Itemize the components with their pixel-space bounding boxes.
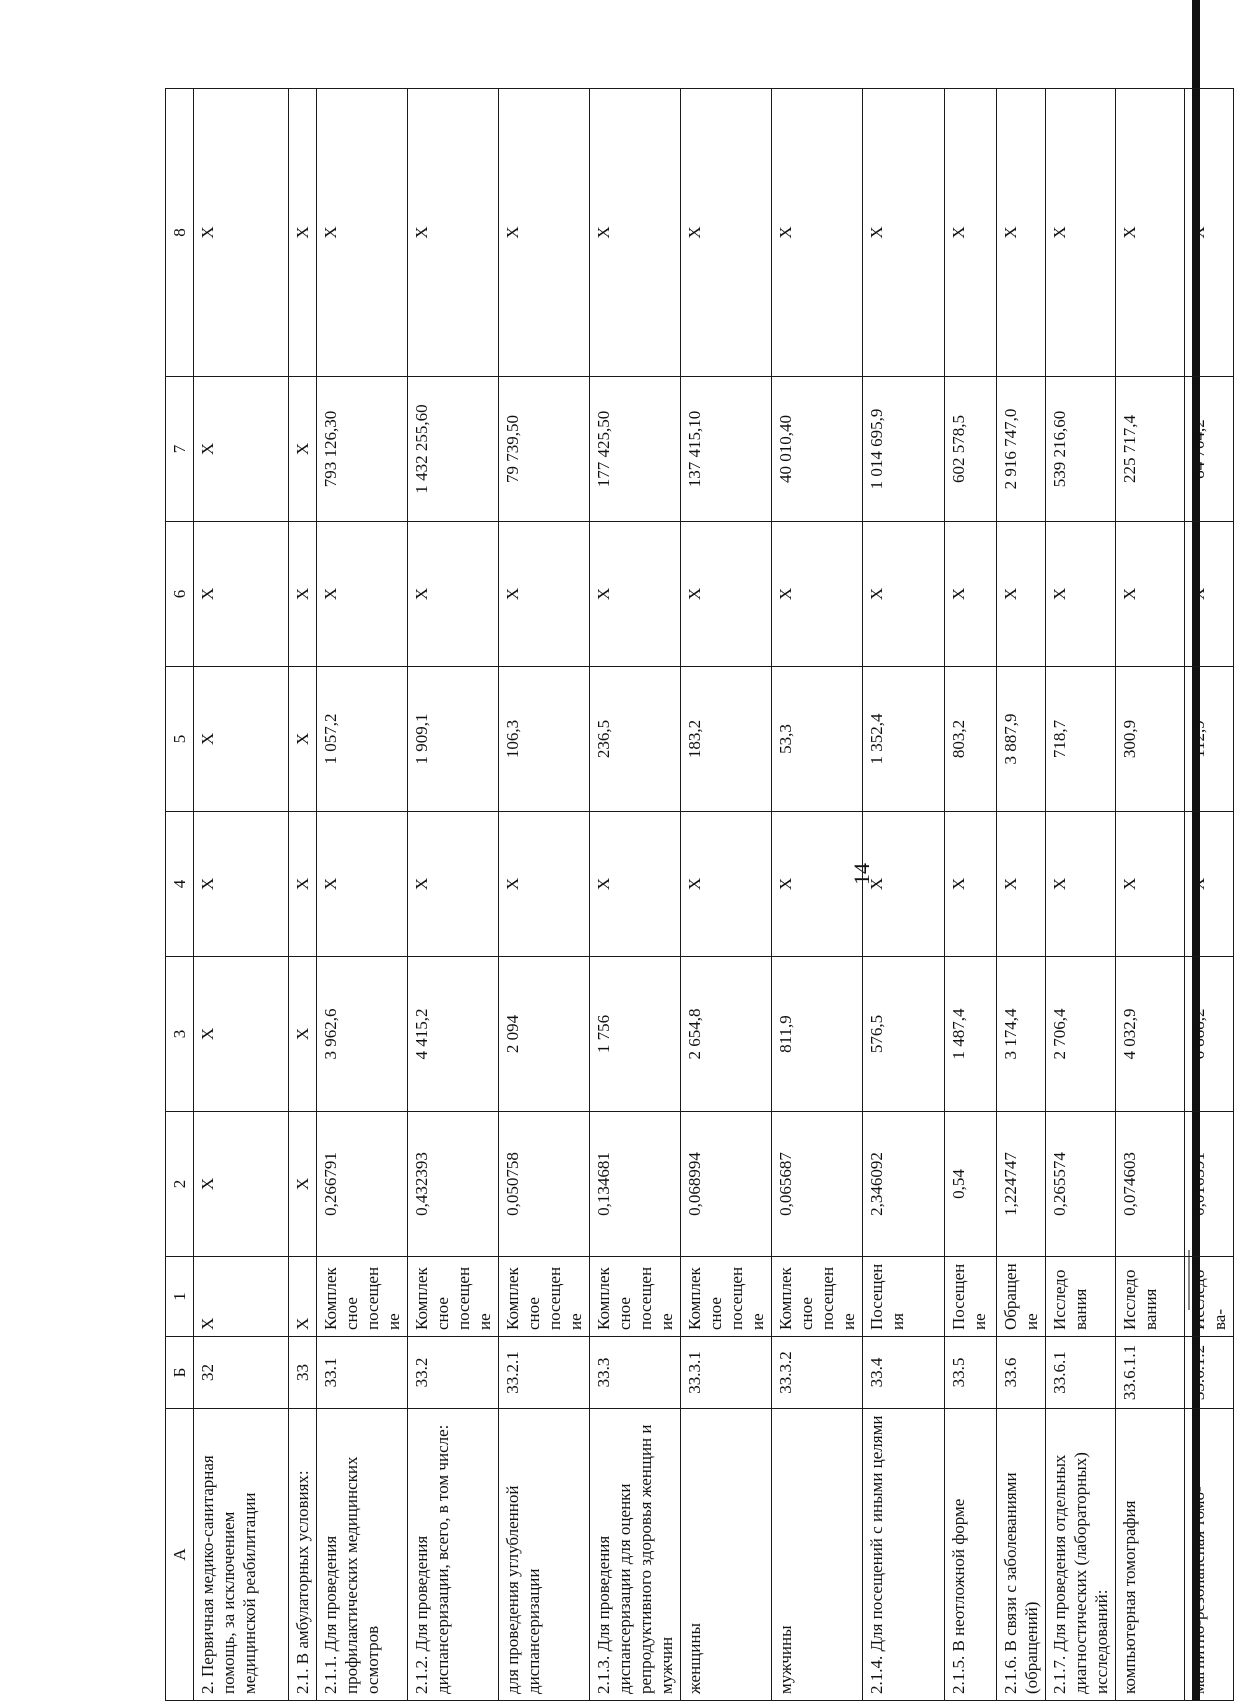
col-2-norm-cell: 0,050758 bbox=[499, 1112, 590, 1257]
col-a-name-cell: 2.1.1. Для проведения профилактических медицинских осмотров bbox=[317, 1409, 408, 1701]
col-3-cost-cell: X bbox=[194, 957, 289, 1112]
col-a-name-cell: 2.1.5. В неотложной форме bbox=[945, 1409, 997, 1701]
col-6-cell: X bbox=[681, 522, 772, 667]
col-6-cell: X bbox=[997, 522, 1046, 667]
col-6-cell: X bbox=[590, 522, 681, 667]
col-7-cell: 2 916 747,0 bbox=[997, 377, 1046, 522]
header-cell-col-3-cost: 3 bbox=[166, 957, 194, 1112]
col-8-cell: X bbox=[997, 89, 1046, 377]
col-2-norm-cell: 1,224747 bbox=[997, 1112, 1046, 1257]
col-3-cost-cell: 3 174,4 bbox=[997, 957, 1046, 1112]
col-b-code-cell: 33.6.1.1 bbox=[1116, 1337, 1185, 1409]
col-5-cell: 718,7 bbox=[1046, 667, 1116, 812]
col-2-norm-cell: X bbox=[194, 1112, 289, 1257]
col-6-cell: X bbox=[863, 522, 945, 667]
table-row bbox=[499, 89, 590, 1701]
col-b-code-cell: 33.3 bbox=[590, 1337, 681, 1409]
col-4-cell: X bbox=[289, 812, 317, 957]
table-row bbox=[863, 89, 945, 1701]
col-3-cost-cell: 3 962,6 bbox=[317, 957, 408, 1112]
col-1-unit-cell: Комплексное посещение bbox=[499, 1257, 590, 1337]
col-4-cell: X bbox=[863, 812, 945, 957]
col-6-cell: X bbox=[945, 522, 997, 667]
col-1-unit-cell: Комплексное посещение bbox=[681, 1257, 772, 1337]
col-2-norm-cell: 0,265574 bbox=[1046, 1112, 1116, 1257]
col-a-name-cell: 2.1.3. Для проведения диспансеризации для оценки репродуктивного здоровья женщин и мужчин bbox=[590, 1409, 681, 1701]
col-1-unit-cell: Исследова- bbox=[1185, 1257, 1234, 1337]
col-4-cell: X bbox=[590, 812, 681, 957]
col-7-cell: 602 578,5 bbox=[945, 377, 997, 522]
table-row bbox=[590, 89, 681, 1701]
col-1-unit-cell: Обращение bbox=[997, 1257, 1046, 1337]
col-b-code-cell: 33.1 bbox=[317, 1337, 408, 1409]
col-5-cell: 1 057,2 bbox=[317, 667, 408, 812]
data-table bbox=[165, 88, 1234, 1701]
col-b-code-cell: 33.5 bbox=[945, 1337, 997, 1409]
col-6-cell: X bbox=[194, 522, 289, 667]
col-7-cell: 137 415,10 bbox=[681, 377, 772, 522]
col-8-cell: X bbox=[1185, 89, 1234, 377]
col-2-norm-cell: X bbox=[289, 1112, 317, 1257]
col-b-code-cell: 33.2 bbox=[408, 1337, 499, 1409]
header-cell-col-4: 4 bbox=[166, 812, 194, 957]
col-a-name-cell: 2. Первичная медико-санитарная помощь, за исключением медицинской реабилитации bbox=[194, 1409, 289, 1701]
col-1-unit-cell: Исследования bbox=[1046, 1257, 1116, 1337]
col-2-norm-cell: 0,432393 bbox=[408, 1112, 499, 1257]
col-6-cell: X bbox=[1185, 522, 1234, 667]
col-8-cell: X bbox=[945, 89, 997, 377]
col-4-cell: X bbox=[317, 812, 408, 957]
col-6-cell: X bbox=[317, 522, 408, 667]
header-cell-col-5: 5 bbox=[166, 667, 194, 812]
col-1-unit-cell: Комплексное посещение bbox=[772, 1257, 863, 1337]
col-5-cell: 3 887,9 bbox=[997, 667, 1046, 812]
table-row bbox=[945, 89, 997, 1701]
col-5-cell: 1 352,4 bbox=[863, 667, 945, 812]
col-6-cell: X bbox=[1116, 522, 1185, 667]
col-8-cell: X bbox=[289, 89, 317, 377]
col-7-cell: 177 425,50 bbox=[590, 377, 681, 522]
col-6-cell: X bbox=[499, 522, 590, 667]
col-5-cell: 300,9 bbox=[1116, 667, 1185, 812]
col-6-cell: X bbox=[1046, 522, 1116, 667]
col-5-cell: 53,3 bbox=[772, 667, 863, 812]
col-2-norm-cell: 0,068994 bbox=[681, 1112, 772, 1257]
col-7-cell: 1 014 695,9 bbox=[863, 377, 945, 522]
col-7-cell: 225 717,4 bbox=[1116, 377, 1185, 522]
col-3-cost-cell: 6 888,2 bbox=[1185, 957, 1234, 1112]
col-b-code-cell: 33.3.1 bbox=[681, 1337, 772, 1409]
col-5-cell: 183,2 bbox=[681, 667, 772, 812]
col-1-unit-cell: X bbox=[289, 1257, 317, 1337]
col-4-cell: X bbox=[681, 812, 772, 957]
col-5-cell: X bbox=[194, 667, 289, 812]
table-row bbox=[681, 89, 772, 1701]
col-a-name-cell: 2.1.6. В связи с заболеваниями (обращений) bbox=[997, 1409, 1046, 1701]
col-3-cost-cell: 2 654,8 bbox=[681, 957, 772, 1112]
col-4-cell: X bbox=[194, 812, 289, 957]
col-5-cell: X bbox=[289, 667, 317, 812]
col-a-name-cell: мужчины bbox=[772, 1409, 863, 1701]
col-3-cost-cell: X bbox=[289, 957, 317, 1112]
col-4-cell: X bbox=[1116, 812, 1185, 957]
col-8-cell: X bbox=[194, 89, 289, 377]
col-3-cost-cell: 576,5 bbox=[863, 957, 945, 1112]
table-row bbox=[194, 89, 289, 1701]
col-4-cell: X bbox=[772, 812, 863, 957]
table-row bbox=[997, 89, 1046, 1701]
header-cell-col-b-code: Б bbox=[166, 1337, 194, 1409]
col-3-cost-cell: 1 756 bbox=[590, 957, 681, 1112]
col-b-code-cell: 33 bbox=[289, 1337, 317, 1409]
col-7-cell: X bbox=[289, 377, 317, 522]
col-1-unit-cell: Исследования bbox=[1116, 1257, 1185, 1337]
col-7-cell: 40 010,40 bbox=[772, 377, 863, 522]
col-7-cell: 79 739,50 bbox=[499, 377, 590, 522]
col-1-unit-cell: Комплексное посещение bbox=[408, 1257, 499, 1337]
col-5-cell: 1 909,1 bbox=[408, 667, 499, 812]
col-8-cell: X bbox=[863, 89, 945, 377]
col-2-norm-cell: 2,346092 bbox=[863, 1112, 945, 1257]
col-8-cell: X bbox=[590, 89, 681, 377]
col-3-cost-cell: 2 706,4 bbox=[1046, 957, 1116, 1112]
col-4-cell: X bbox=[408, 812, 499, 957]
col-4-cell: X bbox=[945, 812, 997, 957]
col-a-name-cell: 2.1.4. Для посещений с иными целями bbox=[863, 1409, 945, 1701]
col-a-name-cell: 2.1.7. Для проведения отдельных диагностических (лабораторных) исследований: bbox=[1046, 1409, 1116, 1701]
col-3-cost-cell: 1 487,4 bbox=[945, 957, 997, 1112]
col-a-name-cell: для проведения углубленной диспансеризации bbox=[499, 1409, 590, 1701]
col-6-cell: X bbox=[289, 522, 317, 667]
table-row bbox=[289, 89, 317, 1701]
table-row bbox=[1185, 89, 1234, 1701]
col-7-cell: 793 126,30 bbox=[317, 377, 408, 522]
col-2-norm-cell: 0,54 bbox=[945, 1112, 997, 1257]
col-a-name-cell: 2.1. В амбулаторных условиях: bbox=[289, 1409, 317, 1701]
col-4-cell: X bbox=[997, 812, 1046, 957]
col-2-norm-cell: 0,134681 bbox=[590, 1112, 681, 1257]
col-1-unit-cell: Комплексное посещение bbox=[590, 1257, 681, 1337]
col-7-cell: X bbox=[194, 377, 289, 522]
table-row bbox=[772, 89, 863, 1701]
col-a-name-cell: компьютерная томография bbox=[1116, 1409, 1185, 1701]
col-2-norm-cell: 0,016391 bbox=[1185, 1112, 1234, 1257]
col-2-norm-cell: 0,065687 bbox=[772, 1112, 863, 1257]
col-3-cost-cell: 811,9 bbox=[772, 957, 863, 1112]
rotated-table-wrapper bbox=[165, 89, 1229, 1701]
col-2-norm-cell: 0,074603 bbox=[1116, 1112, 1185, 1257]
table-row bbox=[408, 89, 499, 1701]
col-b-code-cell: 33.3.2 bbox=[772, 1337, 863, 1409]
col-4-cell: X bbox=[1046, 812, 1116, 957]
col-1-unit-cell: Комплексное посещение bbox=[317, 1257, 408, 1337]
col-3-cost-cell: 4 415,2 bbox=[408, 957, 499, 1112]
col-b-code-cell: 33.6.1.2 bbox=[1185, 1337, 1234, 1409]
col-b-code-cell: 33.6.1 bbox=[1046, 1337, 1116, 1409]
col-b-code-cell: 33.6 bbox=[997, 1337, 1046, 1409]
col-4-cell: X bbox=[1185, 812, 1234, 957]
col-5-cell: 106,3 bbox=[499, 667, 590, 812]
col-3-cost-cell: 4 032,9 bbox=[1116, 957, 1185, 1112]
col-b-code-cell: 32 bbox=[194, 1337, 289, 1409]
col-8-cell: X bbox=[681, 89, 772, 377]
col-7-cell: 1 432 255,60 bbox=[408, 377, 499, 522]
header-cell-col-a-name: А bbox=[166, 1409, 194, 1701]
col-b-code-cell: 33.4 bbox=[863, 1337, 945, 1409]
col-8-cell: X bbox=[1116, 89, 1185, 377]
col-8-cell: X bbox=[499, 89, 590, 377]
col-7-cell: 539 216,60 bbox=[1046, 377, 1116, 522]
page-number: 14 bbox=[849, 863, 874, 885]
table-row bbox=[1116, 89, 1185, 1701]
col-6-cell: X bbox=[772, 522, 863, 667]
col-5-cell: 236,5 bbox=[590, 667, 681, 812]
header-cell-col-7: 7 bbox=[166, 377, 194, 522]
col-2-norm-cell: 0,266791 bbox=[317, 1112, 408, 1257]
col-8-cell: X bbox=[772, 89, 863, 377]
col-6-cell: X bbox=[408, 522, 499, 667]
col-a-name-cell: женщины bbox=[681, 1409, 772, 1701]
col-8-cell: X bbox=[408, 89, 499, 377]
col-5-cell: 112,9 bbox=[1185, 667, 1234, 812]
table-row bbox=[1046, 89, 1116, 1701]
col-4-cell: X bbox=[499, 812, 590, 957]
col-a-name-cell: 2.1.2. Для проведения диспансеризации, всего, в том числе: bbox=[408, 1409, 499, 1701]
col-b-code-cell: 33.2.1 bbox=[499, 1337, 590, 1409]
col-3-cost-cell: 2 094 bbox=[499, 957, 590, 1112]
table-row bbox=[317, 89, 408, 1701]
col-5-cell: 803,2 bbox=[945, 667, 997, 812]
header-cell-col-6: 6 bbox=[166, 522, 194, 667]
header-cell-col-8: 8 bbox=[166, 89, 194, 377]
col-8-cell: X bbox=[1046, 89, 1116, 377]
col-7-cell: 84 704,2 bbox=[1185, 377, 1234, 522]
col-1-unit-cell: Посещение bbox=[945, 1257, 997, 1337]
col-a-name-cell: магнитно-резонансная томо- bbox=[1185, 1409, 1234, 1701]
table-header-row bbox=[166, 89, 194, 1701]
col-1-unit-cell: Посещения bbox=[863, 1257, 945, 1337]
col-1-unit-cell: X bbox=[194, 1257, 289, 1337]
header-cell-col-2-norm: 2 bbox=[166, 1112, 194, 1257]
header-cell-col-1-unit: 1 bbox=[166, 1257, 194, 1337]
col-8-cell: X bbox=[317, 89, 408, 377]
